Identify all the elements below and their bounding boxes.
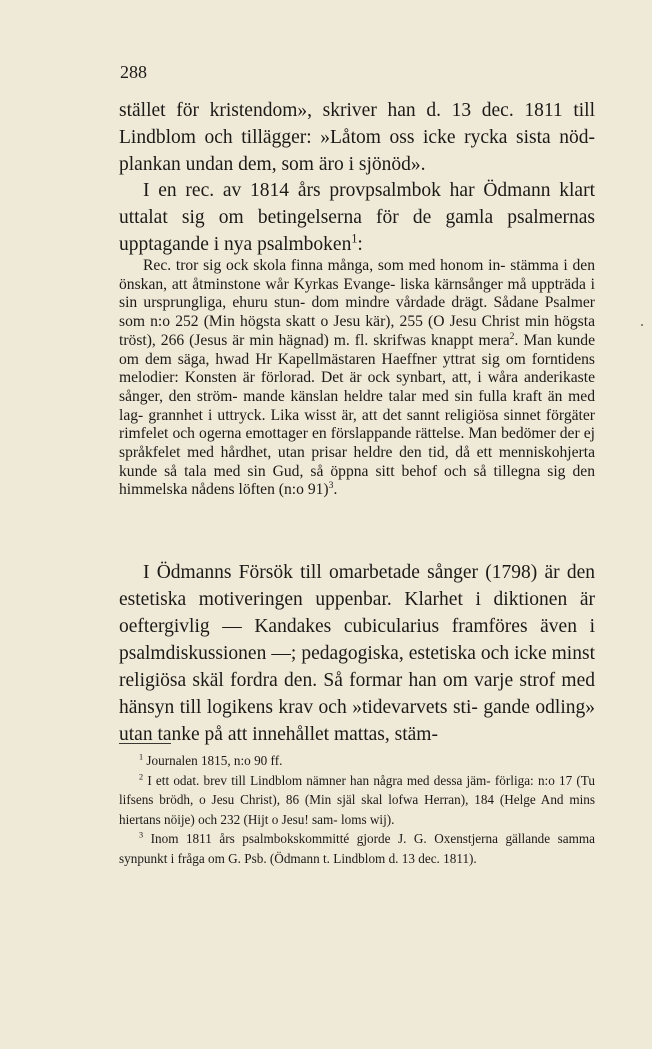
footnote-ref-1: 1 <box>351 231 358 246</box>
block-quote <box>119 257 595 500</box>
footnote-ref-2: 2 <box>509 330 515 342</box>
footnote-ref-3: 3 <box>328 480 334 492</box>
edge-speck <box>641 324 643 326</box>
footnotes <box>119 751 595 868</box>
paragraph-3: I Ödmanns Försök till omarbetade sånger (1798) är den estetiska motiveringen uppenbar. Klarhet i diktionen är oeftergivlig — Kandakes cubicularius framföres även i psalmdiskussionen —; pedagogiska, estetiska och icke minst religiösa skäl fordra den. Så formar han om varje strof med hänsyn till logikens krav och »tidevarvets sti- gande odling» utan tanke på att innehållet mattas, stäm- <box>119 562 595 745</box>
page-number: 288 <box>120 62 147 82</box>
quote-part-3: . <box>333 481 338 499</box>
footnote-1-text: Journalen 1815, n:o 90 ff. <box>146 753 283 768</box>
quote-part-2: . Man kunde om dem säga, hwad Hr Kapellmästaren Haeffner yttrat sig om forntidens melodier: Konsten är förlorad. Det är ock synbart, att, i wåra anderikaste sånger, den ström- mande känslan heldre talar med sin fulla kraft än med lag- grannhet i uttryck. Lika wisst är, att det sannt religiösa sinnet förgäter rimfelet och ogerna emottager en förslappande rättelse. Man bedömer der ej språkfelet med hårdhet, utan prisar heldre den tid, då ett menniskohjerta kunde så tala med sin Gud, så öppna sitt behof och så tillegna sig den himmelska nådens löften (n:o 91) <box>119 331 596 499</box>
footnote-2-text: I ett odat. brev till Lindblom nämner han några med dessa jäm- förliga: n:o 17 (Tu lifsens brödh, o Jesu Christ), 86 (Min själ skal lofwa Herran), 184 (Helge And mins hiertans nöije) och 232 (Hijt o Jesu! sam- loms wij). <box>119 772 595 827</box>
footnote-1 <box>119 751 595 771</box>
footnote-2 <box>119 771 595 830</box>
paragraph-2-text: I en rec. av 1814 års provpsalmbok har Ödmann klart uttalat sig om betingelserna för de gamla psalmernas upptagande i nya psalmboken <box>119 180 595 255</box>
footnote-divider <box>119 743 171 744</box>
quote-part-1: Rec. tror sig ock skola finna många, som med honom in- stämma i den önskan, att åtminstone wår Kyrkas Evange- liska kärnsånger må uppträda i sin ursprungliga, ehuru stun- dom mindre vårdade drägt. Sådane Psalmer som n:o 252 (Min högsta skatt o Jesu kär), 255 (O Jesu Christ min högsta tröst), 266 (Jesus är min hägnad) m. fl. skrifwas knappt mera <box>119 257 595 349</box>
paragraph-2-colon: : <box>357 234 363 255</box>
footnote-3 <box>119 829 595 868</box>
paragraph-2 <box>119 177 595 258</box>
footnote-3-text: Inom 1811 års psalmbokskommitté gjorde J. G. Oxenstjerna gällande samma synpunkt i fråga om G. Psb. (Ödmann t. Lindblom d. 13 dec. 1811). <box>119 831 595 866</box>
paragraph-1: stället för kristendom», skriver han d. 13 dec. 1811 till Lindblom och tillägger: »Låtom oss icke rycka sista nöd- plankan undan dem, som äro i sjönöd». <box>119 100 595 175</box>
footnote-3-marker: 3 <box>139 830 144 840</box>
footnote-2-marker: 2 <box>139 772 144 782</box>
footnote-1-marker: 1 <box>139 752 144 762</box>
